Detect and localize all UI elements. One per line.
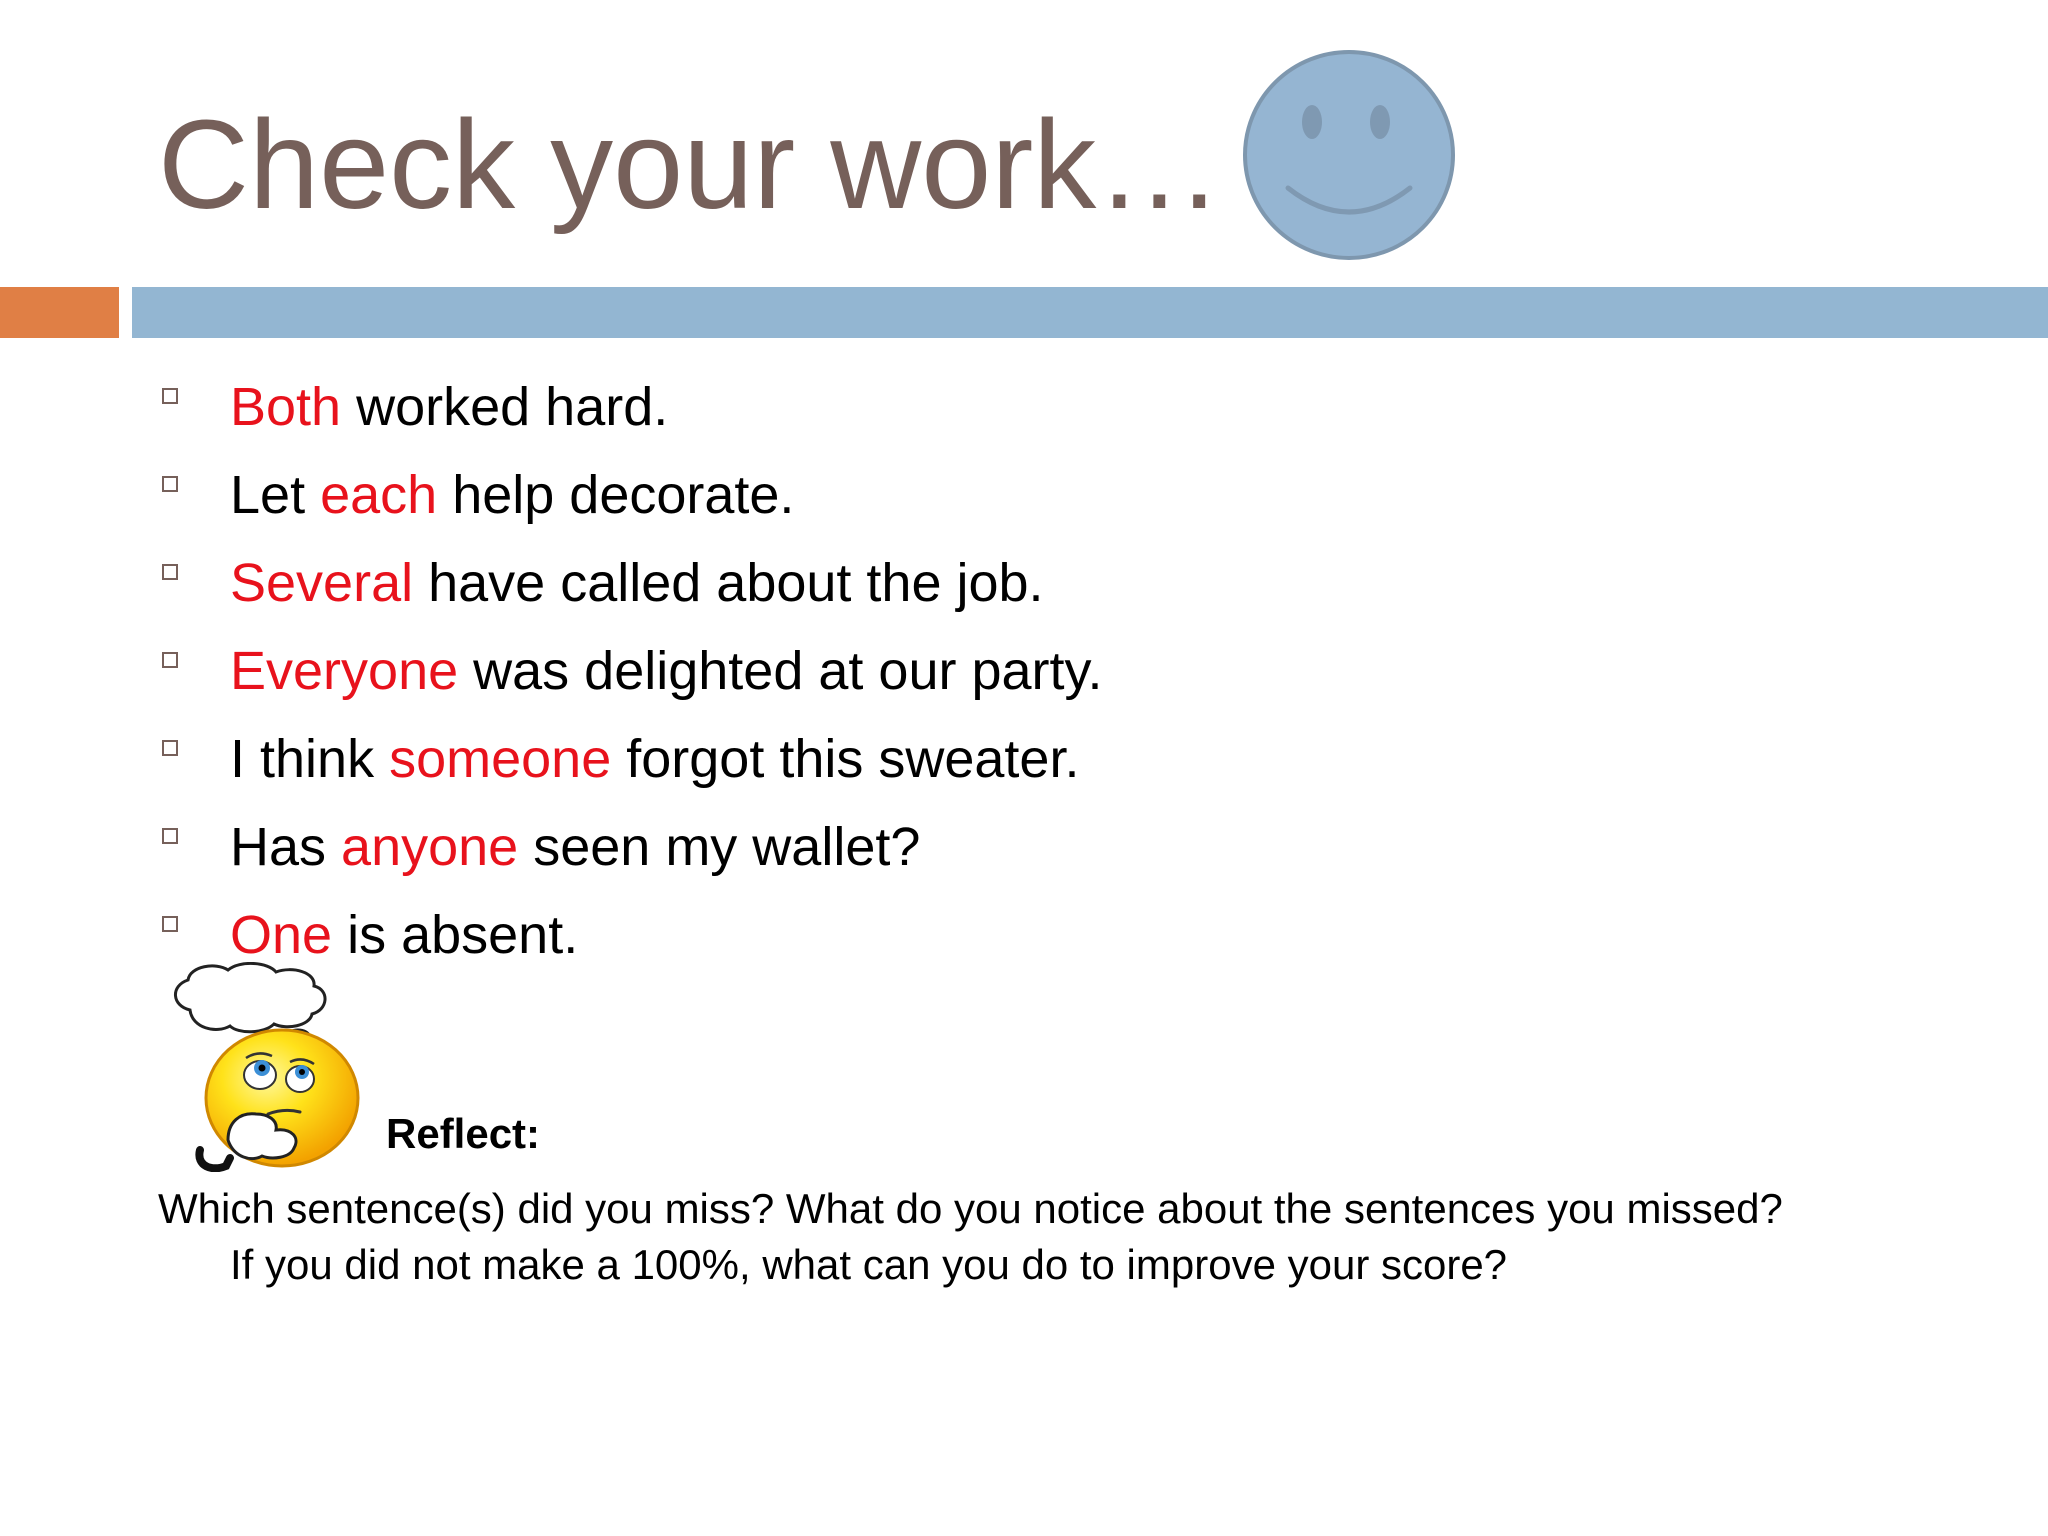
- sentence: One is absent.: [230, 905, 579, 965]
- square-bullet-icon: [162, 564, 178, 580]
- square-bullet-icon: [162, 652, 178, 668]
- accent-bar-orange: [0, 287, 119, 338]
- slide-title: Check your work…: [158, 94, 1223, 235]
- pronoun-highlight: someone: [389, 729, 612, 789]
- square-bullet-icon: [162, 740, 178, 756]
- square-bullet-icon: [162, 828, 178, 844]
- pronoun-highlight: Both: [230, 377, 342, 437]
- smiley-face-icon: [1240, 48, 1458, 262]
- reflect-question-line2: If you did not make a 100%, what can you do to improve your score?: [230, 1241, 1508, 1288]
- sentence: Several have called about the job.: [230, 553, 1044, 613]
- list-item: [160, 634, 1103, 722]
- reflect-question: [158, 1181, 2038, 1293]
- reflect-label: Reflect:: [386, 1110, 541, 1157]
- list-item: [160, 370, 1103, 458]
- list-item: [160, 546, 1103, 634]
- list-item: [160, 722, 1103, 810]
- list-item: [160, 810, 1103, 898]
- thinking-face-icon: [168, 962, 368, 1172]
- square-bullet-icon: [162, 916, 178, 932]
- sentence: Has anyone seen my wallet?: [230, 817, 921, 877]
- sentence: Everyone was delighted at our party.: [230, 641, 1103, 701]
- pronoun-highlight: each: [320, 465, 438, 525]
- pronoun-highlight: anyone: [341, 817, 519, 877]
- square-bullet-icon: [162, 388, 178, 404]
- sentence: I think someone forgot this sweater.: [230, 729, 1080, 789]
- pronoun-highlight: Several: [230, 553, 414, 613]
- answer-list: [160, 370, 1103, 986]
- pronoun-highlight: One: [230, 905, 333, 965]
- sentence: Both worked hard.: [230, 377, 669, 437]
- reflect-question-line1: Which sentence(s) did you miss? What do you notice about the sentences you missed?: [158, 1185, 1783, 1232]
- accent-bar-blue: [132, 287, 2048, 338]
- pronoun-highlight: Everyone: [230, 641, 459, 701]
- list-item: [160, 458, 1103, 546]
- square-bullet-icon: [162, 476, 178, 492]
- sentence: Let each help decorate.: [230, 465, 795, 525]
